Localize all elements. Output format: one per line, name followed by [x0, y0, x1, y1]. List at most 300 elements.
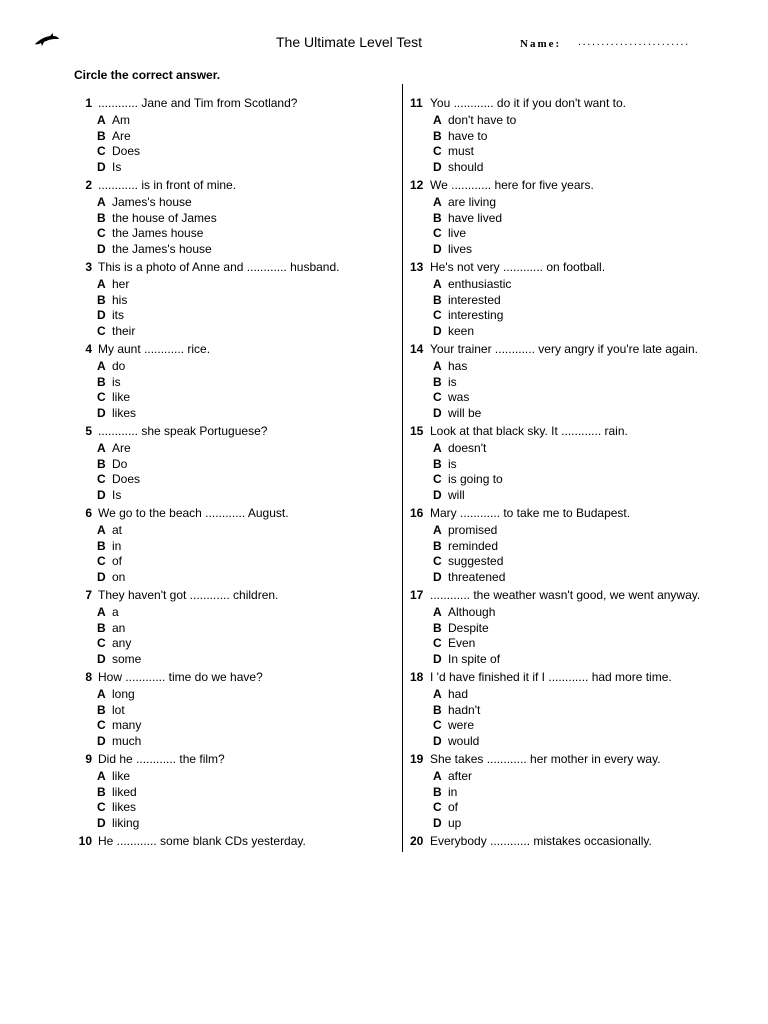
answer-options — [97, 113, 140, 176]
option-letter: B — [433, 210, 442, 225]
option-text: her — [112, 277, 130, 291]
answer-option[interactable] — [433, 621, 500, 637]
option-text: is going to — [448, 472, 503, 487]
answer-option[interactable] — [97, 687, 141, 703]
answer-option[interactable] — [433, 160, 516, 176]
option-letter: C — [97, 144, 106, 159]
option-letter: A — [97, 769, 106, 783]
answer-option[interactable] — [433, 277, 511, 293]
option-text: of — [448, 800, 459, 815]
option-text: lot — [112, 702, 125, 717]
option-letter: D — [433, 160, 442, 175]
question-text: He ............ some blank CDs yesterday. — [98, 834, 306, 848]
answer-option[interactable] — [97, 441, 140, 457]
answer-option[interactable] — [97, 621, 141, 637]
question-text: ............ she speak Portuguese? — [98, 424, 268, 438]
option-text: have to — [448, 128, 488, 143]
option-letter: A — [97, 523, 106, 537]
option-letter: C — [97, 718, 106, 733]
option-letter: A — [433, 769, 442, 783]
option-text: Even — [448, 636, 476, 651]
answer-option[interactable] — [97, 359, 136, 375]
option-letter: B — [97, 538, 106, 553]
option-letter: B — [97, 292, 106, 307]
option-letter: B — [97, 210, 106, 225]
answer-option[interactable] — [97, 195, 217, 211]
question-line — [410, 260, 605, 274]
option-text: Does — [112, 472, 141, 487]
answer-option[interactable] — [433, 144, 516, 160]
answer-options — [433, 359, 481, 422]
option-text: the James's house — [112, 242, 212, 257]
option-text: will — [448, 488, 465, 503]
answer-option[interactable] — [433, 734, 480, 750]
option-letter: D — [97, 816, 106, 831]
option-letter: C — [97, 390, 106, 405]
question-number: 13 — [410, 260, 424, 274]
answer-option[interactable] — [433, 457, 503, 473]
answer-options — [97, 195, 217, 258]
answer-options — [433, 605, 500, 668]
answer-options — [97, 523, 125, 586]
option-text: liked — [112, 784, 137, 799]
question-line — [76, 752, 225, 766]
answer-option[interactable] — [433, 324, 511, 340]
question-number: 4 — [85, 342, 92, 356]
answer-option[interactable] — [97, 488, 140, 504]
question-line — [76, 834, 306, 848]
question-item — [410, 588, 740, 670]
option-text: is — [112, 374, 121, 389]
option-text: the James house — [112, 226, 204, 241]
answer-option[interactable] — [433, 129, 516, 145]
option-letter: C — [433, 800, 442, 815]
answer-option[interactable] — [433, 703, 480, 719]
answer-option[interactable] — [97, 718, 141, 734]
question-number: 5 — [85, 424, 92, 438]
instruction-text: Circle the correct answer. — [74, 68, 221, 82]
option-text: should — [448, 160, 484, 175]
option-text: liking — [112, 816, 140, 831]
option-letter: B — [97, 620, 106, 635]
answer-option[interactable] — [433, 652, 500, 668]
question-item — [76, 342, 406, 424]
answer-option[interactable] — [97, 375, 136, 391]
question-number: 16 — [410, 506, 424, 520]
answer-option[interactable] — [433, 554, 505, 570]
answer-option[interactable] — [97, 785, 139, 801]
option-text: is — [448, 456, 457, 471]
question-number: 6 — [85, 506, 92, 520]
answer-option[interactable] — [97, 226, 217, 242]
option-text: were — [448, 718, 475, 733]
option-letter: D — [97, 406, 106, 421]
answer-options — [97, 605, 141, 668]
option-letter: A — [433, 523, 442, 537]
option-text: suggested — [448, 554, 504, 569]
question-number: 7 — [85, 588, 92, 602]
option-text: up — [448, 816, 462, 831]
option-letter: B — [433, 620, 442, 635]
page-title: The Ultimate Level Test — [276, 34, 423, 50]
question-text: Everybody ............ mistakes occasionally. — [430, 834, 652, 848]
answer-option[interactable] — [433, 441, 503, 457]
question-number: 18 — [410, 670, 424, 684]
answer-options — [97, 441, 140, 504]
question-item — [76, 260, 406, 342]
question-item — [410, 424, 740, 506]
option-letter: A — [97, 113, 106, 127]
answer-option[interactable] — [433, 390, 481, 406]
answer-option[interactable] — [433, 800, 472, 816]
answer-option[interactable] — [433, 636, 500, 652]
question-number: 19 — [410, 752, 424, 766]
option-text: their — [112, 324, 136, 339]
question-number: 2 — [85, 178, 92, 192]
answer-options — [433, 769, 472, 832]
option-text: likes — [112, 800, 137, 815]
option-letter: D — [433, 816, 442, 831]
question-line — [76, 670, 263, 684]
answer-option[interactable] — [97, 605, 141, 621]
answer-options — [433, 687, 480, 750]
option-text: Do — [112, 456, 128, 471]
option-text: in — [112, 538, 122, 553]
question-text: They haven't got ............ children. — [98, 588, 279, 602]
question-text: Your trainer ............ very angry if you're late again. — [430, 342, 698, 356]
answer-options — [433, 113, 516, 176]
option-text: has — [448, 359, 468, 373]
option-text: have lived — [448, 210, 503, 225]
question-line — [410, 834, 652, 848]
answer-option[interactable] — [433, 605, 500, 621]
option-letter: C — [433, 718, 442, 733]
option-text: do — [112, 359, 126, 373]
answer-option[interactable] — [97, 293, 135, 309]
answer-option[interactable] — [97, 406, 136, 422]
answer-option[interactable] — [97, 703, 141, 719]
option-text: are living — [448, 195, 497, 209]
option-letter: D — [97, 570, 106, 585]
question-item — [76, 752, 406, 834]
answer-option[interactable] — [97, 472, 140, 488]
option-letter: C — [97, 472, 106, 487]
answer-option[interactable] — [97, 636, 141, 652]
option-text: interesting — [448, 308, 504, 323]
left-question-column — [76, 96, 406, 916]
option-letter: C — [97, 800, 106, 815]
option-letter: C — [433, 226, 442, 241]
question-text: ............ the weather wasn't good, we went anyway. — [430, 588, 701, 602]
option-letter: D — [433, 734, 442, 749]
question-text: We ............ here for five years. — [430, 178, 594, 192]
answer-option[interactable] — [97, 324, 135, 340]
answer-option[interactable] — [433, 472, 503, 488]
option-letter: B — [433, 702, 442, 717]
option-letter: C — [433, 554, 442, 569]
option-letter: B — [433, 784, 442, 799]
option-letter: A — [97, 605, 106, 619]
option-letter: A — [433, 441, 442, 455]
question-line — [410, 96, 626, 110]
answer-option[interactable] — [97, 523, 125, 539]
option-text: like — [112, 390, 131, 405]
option-letter: A — [97, 441, 106, 455]
option-text: hadn't — [448, 702, 481, 717]
option-text: threatened — [448, 570, 506, 585]
question-number: 3 — [85, 260, 92, 274]
name-blank-field[interactable]: ........................ — [578, 36, 690, 48]
option-text: would — [448, 734, 480, 749]
answer-options — [97, 359, 136, 422]
answer-option[interactable] — [97, 242, 217, 258]
option-text: much — [112, 734, 142, 749]
option-text: had — [448, 687, 469, 701]
answer-option[interactable] — [97, 652, 141, 668]
option-letter: D — [97, 652, 106, 667]
answer-options — [433, 277, 511, 340]
answer-option[interactable] — [433, 718, 480, 734]
answer-option[interactable] — [433, 769, 472, 785]
option-letter: B — [433, 128, 442, 143]
answer-options — [433, 441, 503, 504]
question-text: We go to the beach ............ August. — [98, 506, 289, 520]
option-text: long — [112, 687, 135, 701]
answer-option[interactable] — [433, 359, 481, 375]
option-letter: C — [97, 324, 106, 339]
question-line — [76, 260, 340, 274]
option-letter: C — [97, 554, 106, 569]
answer-option[interactable] — [97, 129, 140, 145]
answer-option[interactable] — [97, 308, 135, 324]
question-text: My aunt ............ rice. — [98, 342, 211, 356]
question-text: ............ is in front of mine. — [98, 178, 237, 192]
answer-option[interactable] — [433, 226, 502, 242]
option-text: Despite — [448, 620, 489, 635]
answer-option[interactable] — [97, 570, 125, 586]
answer-option[interactable] — [433, 539, 505, 555]
answer-option[interactable] — [433, 195, 502, 211]
question-item — [76, 834, 406, 916]
name-label: Name: — [520, 38, 562, 50]
answer-options — [97, 277, 135, 340]
option-letter: D — [97, 734, 106, 749]
right-question-column — [410, 96, 740, 916]
answer-option[interactable] — [97, 554, 125, 570]
answer-option[interactable] — [97, 113, 140, 129]
question-line — [410, 342, 698, 356]
option-letter: D — [433, 570, 442, 585]
option-letter: B — [433, 538, 442, 553]
answer-option[interactable] — [433, 570, 505, 586]
option-text: in — [448, 784, 458, 799]
option-text: Does — [112, 144, 141, 159]
question-line — [76, 342, 210, 356]
question-text: I 'd have finished it if I ............ had more time. — [430, 670, 672, 684]
option-letter: C — [433, 144, 442, 159]
option-letter: A — [97, 277, 106, 291]
option-text: Is — [112, 488, 122, 503]
answer-option[interactable] — [433, 785, 472, 801]
answer-option[interactable] — [97, 734, 141, 750]
question-text: How ............ time do we have? — [98, 670, 263, 684]
option-letter: B — [97, 128, 106, 143]
question-number: 1 — [85, 96, 92, 110]
option-letter: C — [433, 390, 442, 405]
option-letter: D — [433, 324, 442, 339]
question-item — [76, 670, 406, 752]
option-text: will be — [448, 406, 482, 421]
answer-option[interactable] — [433, 488, 503, 504]
answer-option[interactable] — [433, 375, 481, 391]
answer-option[interactable] — [433, 308, 511, 324]
question-text: ............ Jane and Tim from Scotland? — [98, 96, 298, 110]
option-text: the house of James — [112, 210, 217, 225]
option-text: interested — [448, 292, 501, 307]
answer-option[interactable] — [97, 211, 217, 227]
question-text: Did he ............ the film? — [98, 752, 225, 766]
option-text: is — [448, 374, 457, 389]
option-letter: A — [433, 687, 442, 701]
option-letter: A — [433, 113, 442, 127]
question-line — [410, 588, 700, 602]
answer-option[interactable] — [97, 457, 140, 473]
option-text: Is — [112, 160, 122, 175]
option-letter: D — [433, 242, 442, 257]
question-item — [410, 752, 740, 834]
answer-option[interactable] — [97, 160, 140, 176]
question-item — [410, 342, 740, 424]
option-letter: A — [433, 359, 442, 373]
question-number: 20 — [410, 834, 424, 848]
question-number: 15 — [410, 424, 424, 438]
option-letter: B — [97, 784, 106, 799]
question-item — [76, 424, 406, 506]
option-text: any — [112, 636, 132, 651]
option-letter: D — [97, 160, 106, 175]
question-item — [76, 96, 406, 178]
option-letter: B — [433, 292, 442, 307]
option-letter: C — [433, 308, 442, 323]
question-item — [76, 178, 406, 260]
option-letter: C — [433, 472, 442, 487]
answer-options — [97, 769, 139, 832]
option-text: like — [112, 769, 131, 783]
question-item — [410, 834, 740, 916]
option-letter: D — [433, 652, 442, 667]
question-line — [76, 96, 297, 110]
answer-option[interactable] — [433, 523, 505, 539]
question-item — [410, 178, 740, 260]
question-text: He's not very ............ on football. — [430, 260, 606, 274]
answer-option[interactable] — [97, 816, 139, 832]
answer-option[interactable] — [433, 113, 516, 129]
question-text: Mary ............ to take me to Budapest. — [430, 506, 631, 520]
question-line — [76, 424, 267, 438]
answer-options — [433, 523, 505, 586]
question-line — [76, 178, 236, 192]
option-letter: A — [97, 359, 106, 373]
answer-option[interactable] — [433, 406, 481, 422]
option-text: doesn't — [448, 441, 487, 455]
option-text: after — [448, 769, 473, 783]
option-letter: D — [433, 406, 442, 421]
question-item — [410, 670, 740, 752]
option-text: live — [448, 226, 467, 241]
option-letter: D — [433, 488, 442, 503]
answer-option[interactable] — [97, 390, 136, 406]
question-number: 11 — [410, 96, 423, 110]
question-line — [410, 424, 628, 438]
question-number: 14 — [410, 342, 424, 356]
option-text: lives — [448, 242, 473, 257]
option-text: keen — [448, 324, 475, 339]
question-number: 8 — [85, 670, 92, 684]
option-letter: A — [433, 605, 442, 619]
option-text: was — [448, 390, 470, 405]
question-line — [76, 506, 289, 520]
question-line — [410, 178, 594, 192]
answer-option[interactable] — [433, 816, 472, 832]
option-letter: B — [97, 374, 106, 389]
answer-option[interactable] — [433, 211, 502, 227]
option-text: promised — [448, 523, 498, 537]
option-text: Although — [448, 605, 496, 619]
question-item — [410, 506, 740, 588]
question-item — [76, 588, 406, 670]
option-text: James's house — [112, 195, 192, 209]
option-text: many — [112, 718, 142, 733]
option-text: its — [112, 308, 124, 323]
option-text: on — [112, 570, 126, 585]
option-text: at — [112, 523, 123, 537]
answer-option[interactable] — [97, 277, 135, 293]
answer-option[interactable] — [97, 144, 140, 160]
answer-option[interactable] — [433, 293, 511, 309]
answer-option[interactable] — [97, 800, 139, 816]
option-text: a — [112, 605, 119, 619]
option-letter: A — [433, 195, 442, 209]
question-item — [410, 96, 740, 178]
option-letter: C — [97, 636, 106, 651]
answer-option[interactable] — [97, 539, 125, 555]
question-line — [410, 670, 672, 684]
option-letter: A — [97, 195, 106, 209]
option-text: Are — [112, 128, 131, 143]
option-text: of — [112, 554, 123, 569]
question-text: You ............ do it if you don't want to. — [430, 96, 626, 110]
option-letter: B — [97, 702, 106, 717]
option-letter: C — [97, 226, 106, 241]
option-text: must — [448, 144, 475, 159]
answer-option[interactable] — [433, 242, 502, 258]
question-number: 10 — [78, 834, 92, 848]
option-text: In spite of — [448, 652, 501, 667]
answer-option[interactable] — [433, 687, 480, 703]
question-text: She takes ............ her mother in every way. — [430, 752, 661, 766]
question-line — [410, 506, 630, 520]
question-item — [76, 506, 406, 588]
answer-options — [433, 195, 502, 258]
option-text: an — [112, 620, 126, 635]
option-text: Am — [112, 113, 130, 127]
option-text: likes — [112, 406, 137, 421]
option-letter: A — [433, 277, 442, 291]
option-letter: B — [433, 456, 442, 471]
answer-option[interactable] — [97, 769, 139, 785]
question-number: 17 — [410, 588, 424, 602]
answer-options — [97, 687, 141, 750]
